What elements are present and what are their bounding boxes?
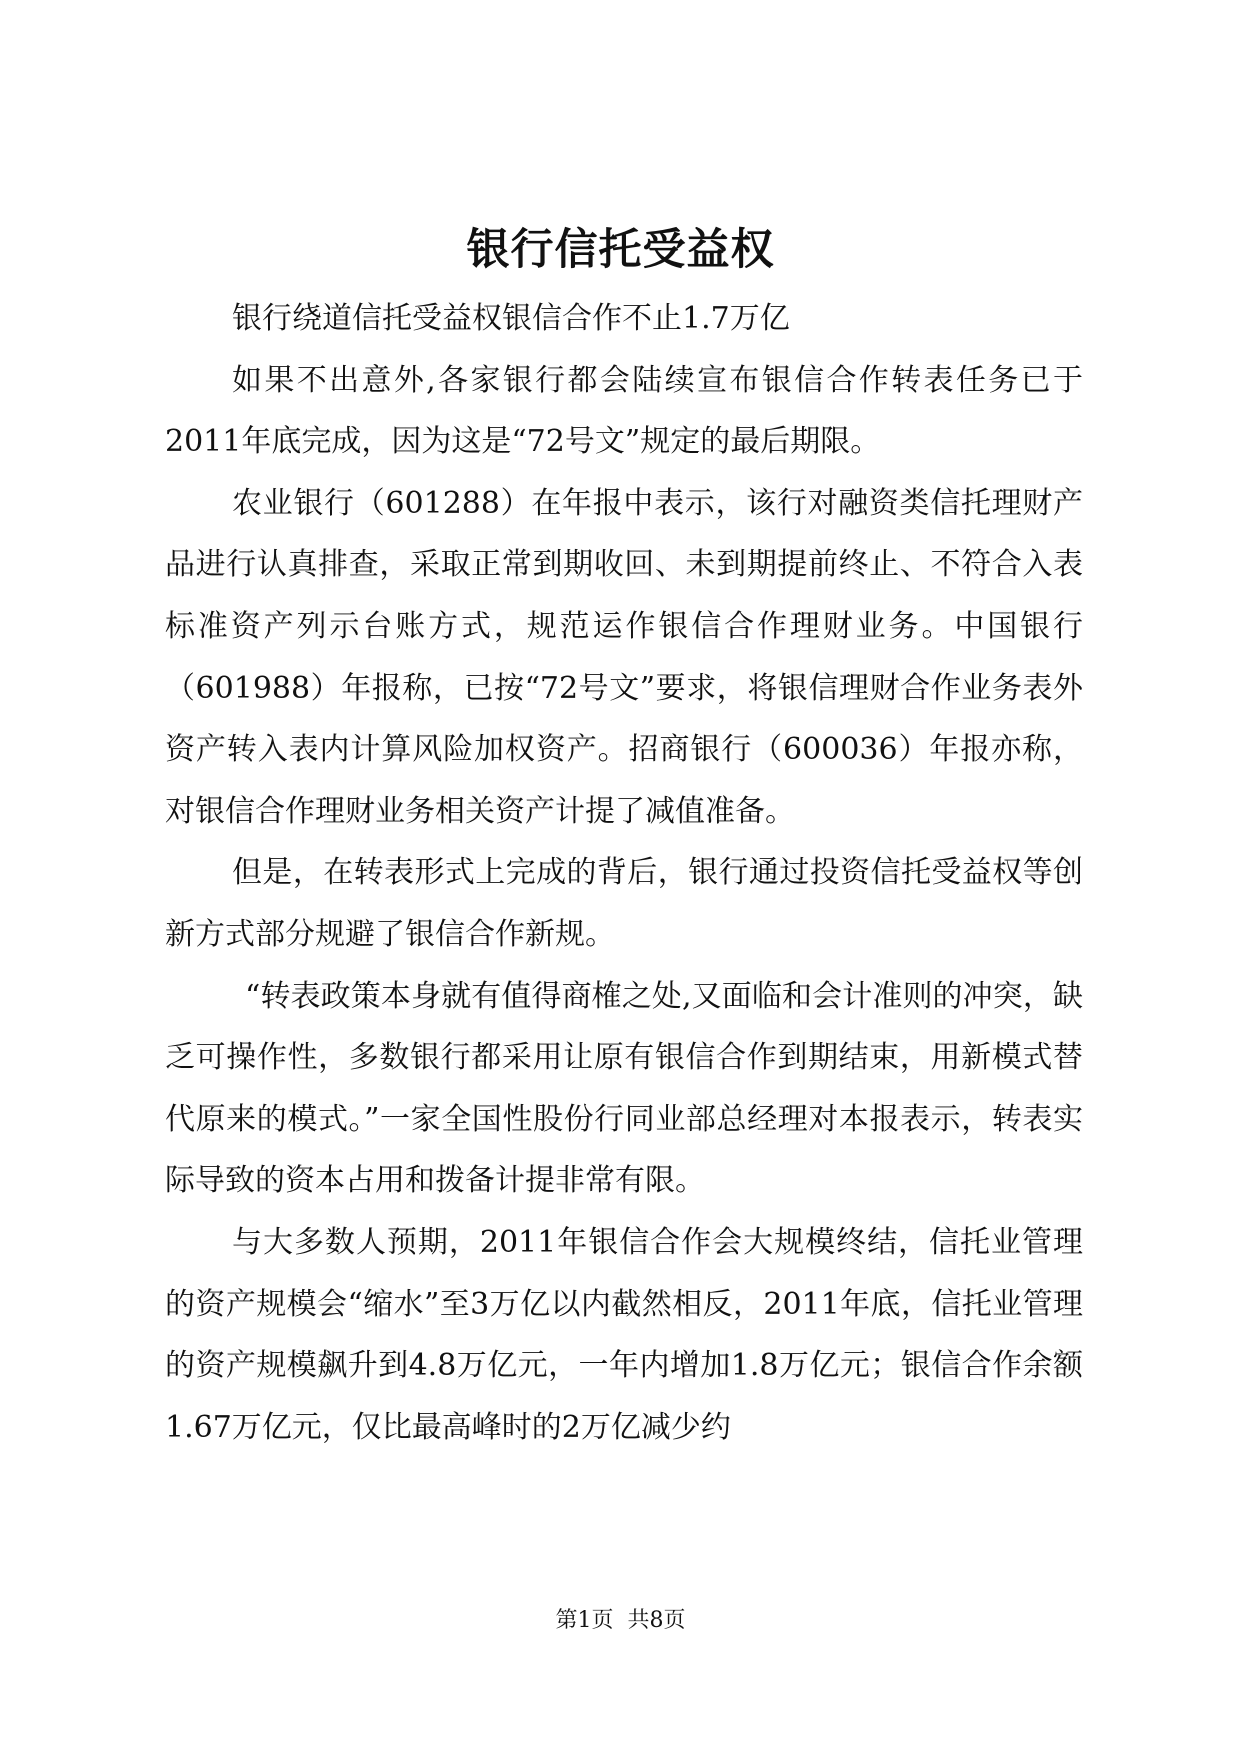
paragraph: 农业银行（601288）在年报中表示，该行对融资类信托理财产品进行认真排查，采取正常到期收回、未到期提前终止、不符合入表标准资产列示台账方式，规范运作银信合作理财业务。中国银行（601988）年报称，已按“72号文”要求，将银信理财合作业务表外资产转入表内计算风险加权资产。招商银行（600036）年报亦称，对银信合作理财业务相关资产计提了减值准备。 [165,485,1083,829]
paragraph: 但是，在转表形式上完成的背后，银行通过投资信托受益权等创新方式部分规避了银信合作新规。 [165,855,1083,952]
paragraph: 如果不出意外,各家银行都会陆续宣布银信合作转表任务已于2011年底完成，因为这是“72号文”规定的最后期限。 [165,362,1083,460]
page-footer [0,1606,1241,1636]
document-title: 银行信托受益权 [466,225,775,275]
document-body [165,288,1083,1458]
page-number: 第1页 共8页 [555,1608,686,1633]
paragraph-subtitle: 银行绕道信托受益权银信合作不止1.7万亿 [232,301,790,336]
paragraph: “转表政策本身就有值得商榷之处,又面临和会计准则的冲突，缺乏可操作性，多数银行都采用让原有银信合作到期结束，用新模式替代原来的模式。”一家全国性股份行同业部总经理对本报表示，转表实际导致的资本占用和拨备计提非常有限。 [165,978,1083,1199]
paragraph: 与大多数人预期，2011年银信合作会大规模终结，信托业管理的资产规模会“缩水”至3万亿以内截然相反，2011年底，信托业管理的资产规模飙升到4.8万亿元，一年内增加1.8万亿元；银信合作余额1.67万亿元，仅比最高峰时的2万亿减少约 [165,1224,1083,1445]
